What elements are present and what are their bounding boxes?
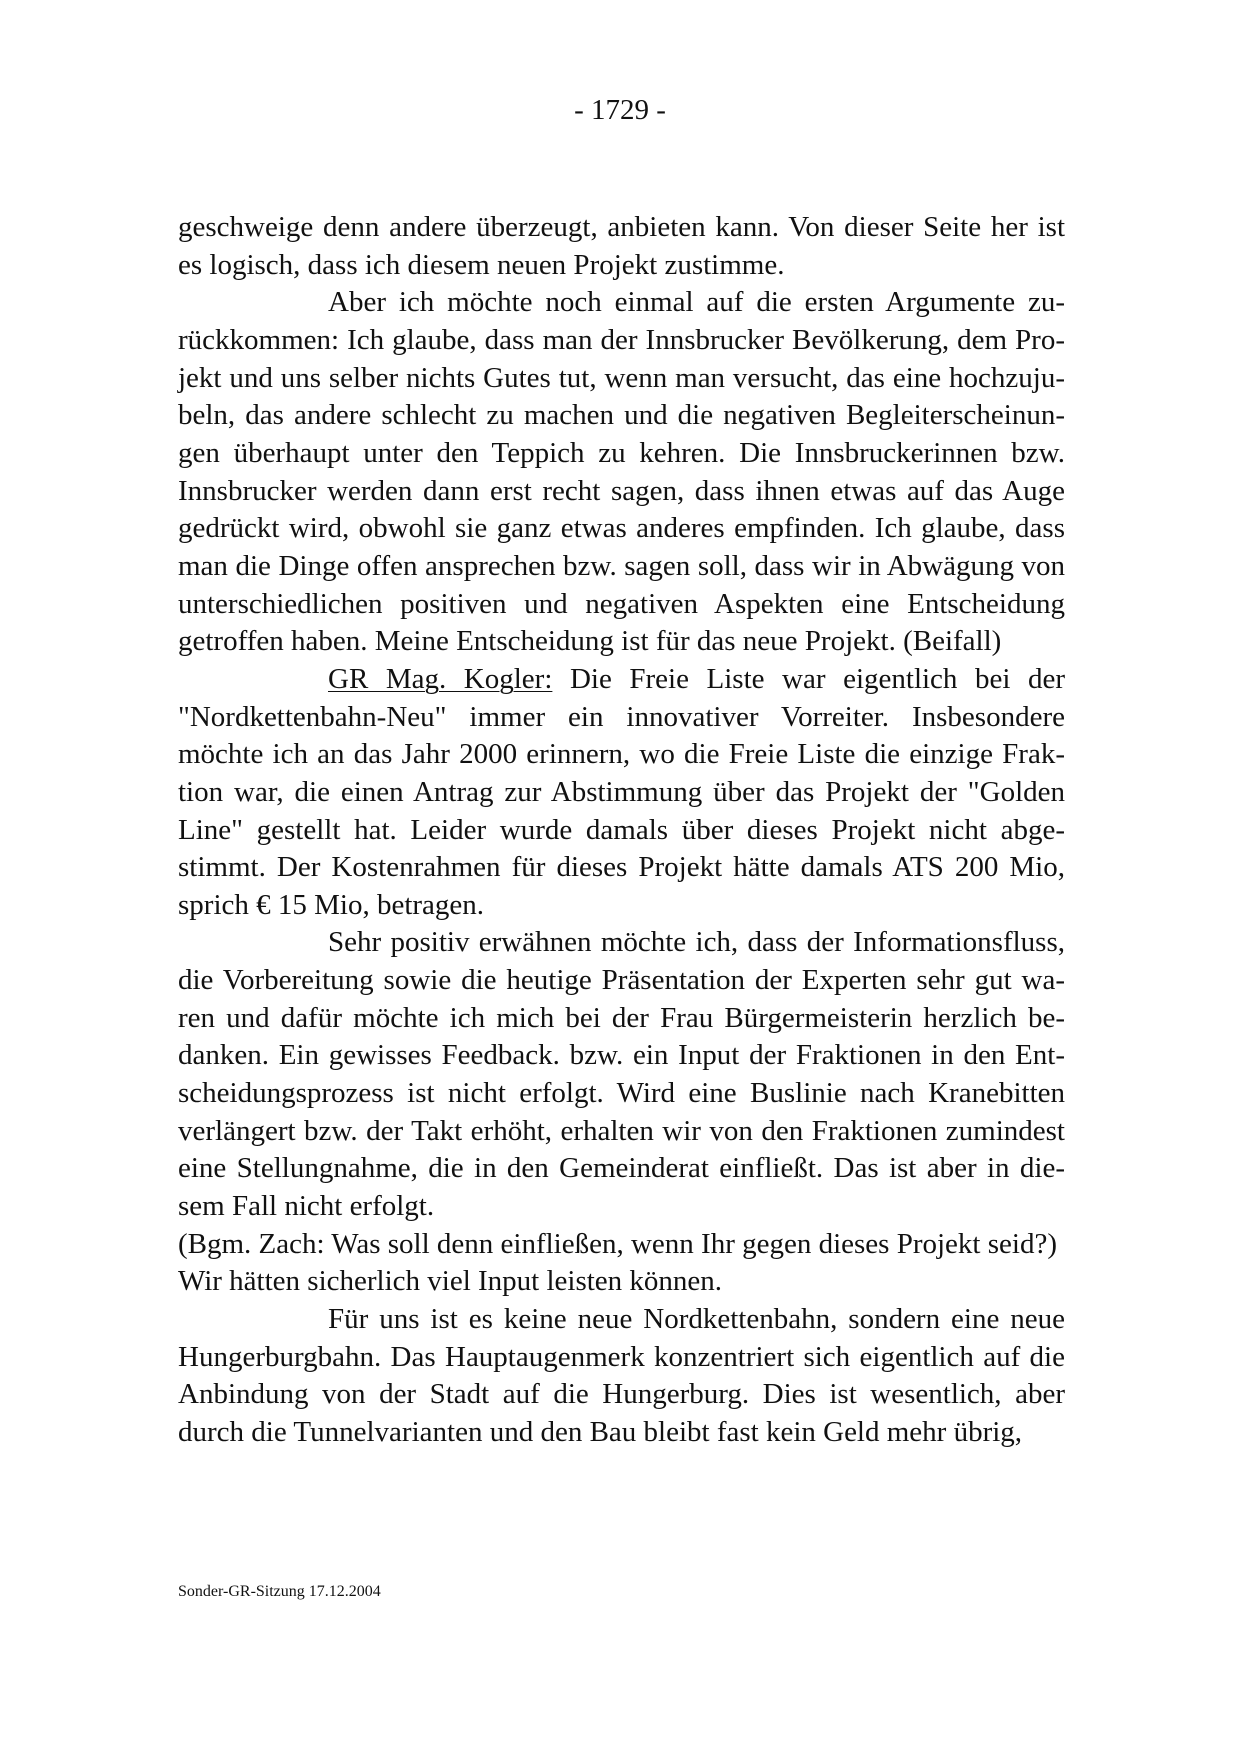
footer-session-label: Sonder-GR-Sitzung 17.12.2004 <box>178 1583 381 1600</box>
paragraph-hungerburgbahn: Für uns ist es keine neue Nordkettenbahn, sondern eine neue Hungerburgbahn. Das Hauptaugenmerk konzentriert sich eigentlich auf die Anbindung von der Stadt auf die Hungerburg. Dies ist wesentlich, aber durch die Tunnelvarianten und den Bau bleibt fast kein Geld mehr übrig, <box>178 1303 1065 1448</box>
speaker-statement: Die Freie Liste war eigentlich bei der "Nordkettenbahn-Neu" immer ein innovativer Vorreiter. Insbesondere möchte ich an das Jahr 2000 erinnern, wo die Freie Liste die einzige Fraktion war, die einen Antrag zur Abstimmung über das Projekt der "Golden Line" gestellt hat. Leider wurde damals über dieses Projekt nicht abgestimmt. Der Kostenrahmen für dieses Projekt hätte damals ATS 200 Mio, sprich € 15 Mio, betragen. <box>178 662 1065 921</box>
page-number: - 1729 - <box>574 94 666 126</box>
paragraph-argumente: Aber ich möchte noch einmal auf die ersten Argumente zurückkommen: Ich glaube, dass man der Innsbrucker Bevölkerung, dem Projekt und uns selber nichts Gutes tut, wenn man versucht, das eine hochzujubeln, das andere schlecht zu machen und die negativen Begleiterscheinungen überhaupt unter den Teppich zu kehren. Die Innsbruckerinnen bzw. Innsbrucker werden dann erst recht sagen, dass ihnen etwas auf das Auge gedrückt wird, obwohl sie ganz etwas anderes empfinden. Ich glaube, dass man die Dinge offen ansprechen bzw. sagen soll, dass wir in Abwägung von unterschiedlichen positiven und negativen Aspekten eine Entscheidung getroffen haben. Meine Entscheidung ist für das neue Projekt. (Beifall) <box>178 286 1065 658</box>
document-body <box>178 209 1065 1452</box>
paragraph-kogler <box>178 661 1065 925</box>
paragraph-interjection: (Bgm. Zach: Was soll denn einfließen, wenn Ihr gegen dieses Projekt seid?) <box>178 1227 1057 1260</box>
paragraph-continuation: geschweige denn andere überzeugt, anbieten kann. Von dieser Seite her ist es logisch, dass ich diesem neuen Projekt zustimme. <box>178 211 1065 281</box>
speaker-name: GR Mag. Kogler: <box>328 662 553 695</box>
paragraph-reply: Wir hätten sicherlich viel Input leisten können. <box>178 1265 723 1298</box>
paragraph-informationsfluss: Sehr positiv erwähnen möchte ich, dass der Informationsfluss, die Vorbereitung sowie die heutige Präsentation der Experten sehr gut waren und dafür möchte ich mich bei der Frau Bürgermeisterin herzlich bedanken. Ein gewisses Feedback. bzw. ein Input der Fraktionen in den Entscheidungsprozess ist nicht erfolgt. Wird eine Buslinie nach Kranebitten verlängert bzw. der Takt erhöht, erhalten wir von den Fraktionen zumindest eine Stellungnahme, die in den Gemeinderat einfließt. Das ist aber in diesem Fall nicht erfolgt. <box>178 926 1065 1223</box>
